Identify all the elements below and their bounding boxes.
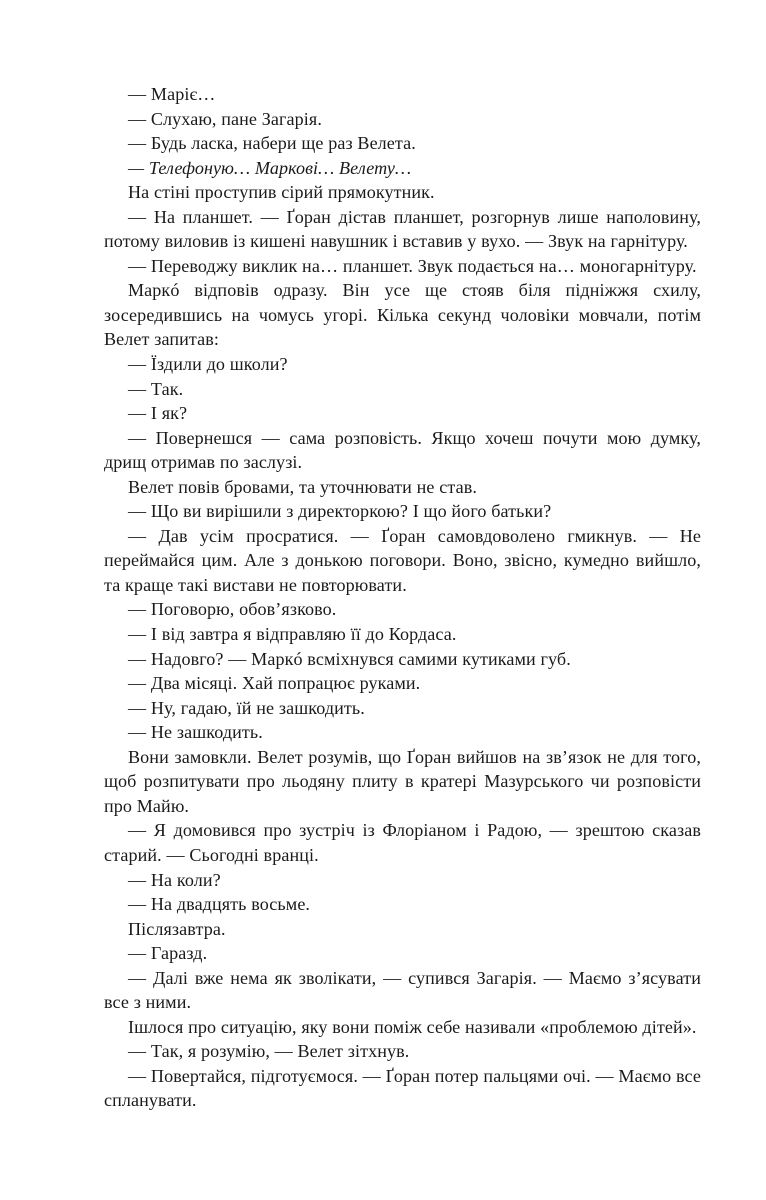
paragraph: Ішлося про ситуацію, яку вони поміж себе називали «проблемою дітей».: [128, 1016, 697, 1037]
paragraph: Післязавтра.: [128, 918, 226, 939]
paragraph: — Слухаю, пане Загарія.: [128, 108, 322, 129]
paragraph: — Будь ласка, набери ще раз Велета.: [128, 133, 416, 154]
body-text-block: [104, 82, 701, 1113]
paragraph: — Повертайся, підготуємося. — Ґоран потер пальцями очі. — Маємо все спланувати.: [104, 1065, 701, 1111]
paragraph: Вони замовкли. Велет розумів, що Ґоран вийшов на зв’язок не для того, щоб розпитувати про льодяну плиту в кратері Мазурського чи розповісти про Майю.: [104, 746, 701, 816]
paragraph: — Я домовився про зустріч із Флоріаном і Радою, — зрештою сказав старий. — Сьогодні вранці.: [104, 820, 701, 865]
paragraph: — Що ви вирішили з директоркою? І що його батьки?: [128, 501, 552, 522]
paragraph: — На двадцять восьме.: [128, 894, 311, 915]
paragraph: — Так.: [128, 378, 184, 399]
paragraph: — На планшет. — Ґоран дістав планшет, розгорнув лише наполовину, потому виловив із кишені навушник і вставив у вухо. — Звук на гарнітуру.: [104, 206, 701, 252]
paragraph: — На коли?: [128, 869, 221, 890]
paragraph: — І як?: [128, 403, 188, 424]
paragraph: На стіні проступив сірий прямокутник.: [128, 182, 435, 203]
paragraph: — Не зашкодить.: [128, 722, 263, 743]
paragraph: — Переводжу виклик на… планшет. Звук подається на… моногарнітуру.: [128, 255, 697, 276]
paragraph: — Два місяці. Хай попрацює руками.: [128, 673, 421, 694]
paragraph: — І від завтра я відправляю її до Кордаса.: [128, 624, 457, 645]
paragraph: — Гаразд.: [128, 943, 208, 964]
paragraph: — Повернешся — сама розповість. Якщо хочеш почути мою думку, дрищ отримав по заслузі.: [104, 427, 701, 473]
paragraph: Маркó відповів одразу. Він усе ще стояв біля підніжжя схилу, зосередившись на чомусь угорі. Кілька секунд чоловіки мовчали, потім Велет запитав:: [104, 280, 701, 350]
paragraph: — Так, я розумію, — Велет зітхнув.: [128, 1041, 410, 1062]
paragraph: — Телефоную… Маркові… Велету…: [128, 157, 412, 178]
paragraph: — Надовго? — Маркó всміхнувся самими кутиками губ.: [128, 648, 571, 669]
paragraph: — Дав усім просратися. — Ґоран самовдоволено гмикнув. — Не переймайся цим. Але з донькою поговори. Воно, звісно, кумедно вийшло, та краще такі вистави не повторювати.: [104, 525, 701, 595]
paragraph: — Їздили до школи?: [128, 354, 288, 375]
paragraph: Велет повів бровами, та уточнювати не став.: [128, 476, 477, 497]
paragraph: — Поговорю, обов’язково.: [128, 599, 337, 620]
paragraph: — Ну, гадаю, їй не зашкодить.: [128, 697, 365, 718]
paragraph: — Маріє…: [128, 84, 216, 104]
paragraph: — Далі вже нема як зволікати, — супився Загарія. — Маємо з’ясувати все з ними.: [104, 967, 701, 1013]
